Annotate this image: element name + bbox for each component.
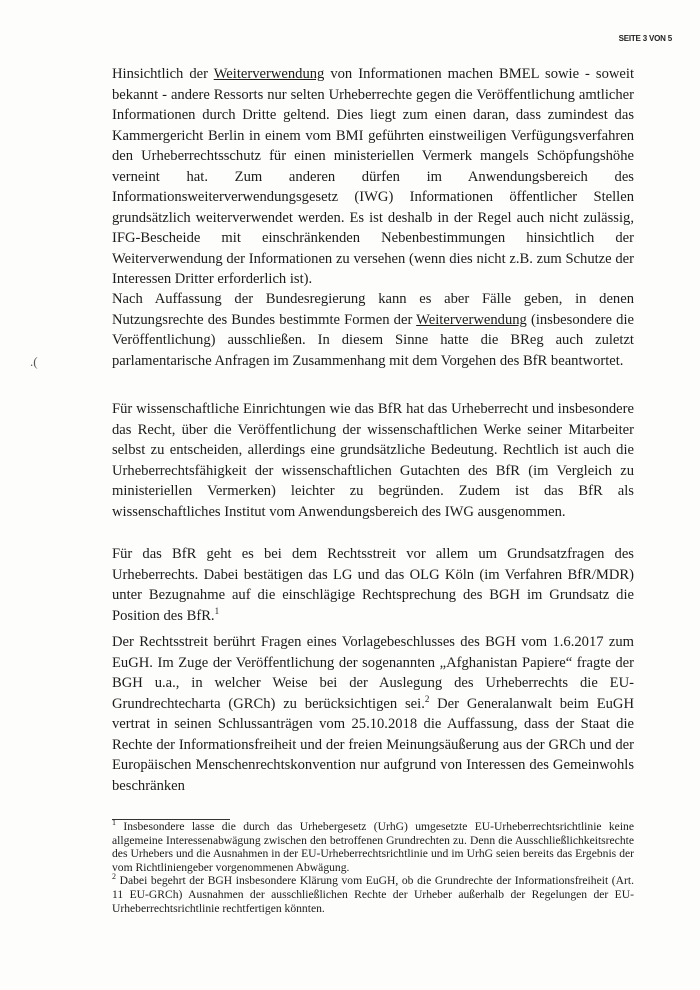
paragraph-text: Der Generalanwalt beim EuGH vertrat in seinen Schlussanträgen vom 25.10.2018 die Auffassung, dass der Staat die Rechte der Informationsfreiheit und der freien Meinungsäußerung aus der GRCh und der Europäischen Menschenrechtskonvention nur aufgrund von Interessen des Gemeinwohls beschränken xyxy=(112,695,634,794)
footnote-text: Insbesondere lasse die durch das Urhebergesetz (UrhG) umgesetzte EU-Urheberrechtsrichtlinie keine allgemeine Interessenabwägung zwischen den betroffenen Grundrechten zu. Denn die Ausschließlichkeitsrechte des Urhebers und die Ausnahmen in der EU-Urheberrechtsrichtlinie und im UrhG seien bereits das Ergebnis der vom Richtliniengeber vorgenommenen Abwägung. xyxy=(112,820,634,874)
footnote-text: Dabei begehrt der BGH insbesondere Klärung vom EuGH, ob die Grundrechte der Informationsfreiheit (Art. 11 EU-GRCh) Ausnahmen der ausschließlichen Rechte der Urheber außerhalb der Regelungen der EU-Urheberrechtsrichtlinie rechtfertigen könnten. xyxy=(112,874,634,915)
footnotes xyxy=(112,820,634,915)
footnote-reference: 1 xyxy=(214,605,220,616)
paragraph-text: Hinsichtlich der xyxy=(112,66,214,82)
footnote-1 xyxy=(112,820,634,874)
footnote-reference: 2 xyxy=(424,693,430,704)
paragraph-text: Der Rechtsstreit berührt Fragen eines Vorlagebeschlusses des BGH vom 1.6.2017 zum EuGH. Im Zuge der Veröffentlichung der sogenannten „Afghanistan Papiere“ fragte der BGH u.a., in welcher Weise bei der Auslegung des Urheberrechts die EU-Grundrechtecharta (GRCh) zu berücksichtigen sei. xyxy=(112,634,634,712)
paragraph-text: von Informationen machen BMEL sowie - soweit bekannt - andere Ressorts nur selten Urheberrechte gegen die Veröffentlichung amtlicher Informationen durch Dritte geltend. Dies liegt zum einen daran, dass zumindest das Kammergericht Berlin in einem vom BMI geführten einstweiligen Verfügungsverfahren den Urheberrechtsschutz für einen ministeriellen Vermerk mangels Schöpfungshöhe verneint hat. Zum anderen dürfen im Anwendungsbereich des Informationsweiterverwendungsgesetz (IWG) Informationen öffentlicher Stellen grundsätzlich weiterverwendet werden. Es ist deshalb in der Regel auch nicht zulässig, IFG-Bescheide mit einschränkenden Nebenbestimmungen hinsichtlich der Weiterverwendung der Informationen zu versehen (wenn dies nicht z.B. zum Schutze der Interessen Dritter erforderlich ist). xyxy=(112,66,634,287)
footnote-number: 1 xyxy=(112,818,116,828)
paragraph-weiterverwendung xyxy=(112,64,634,290)
paragraph-bundesregierung xyxy=(112,289,634,371)
margin-annotation: .( xyxy=(30,354,38,369)
paragraph-vorlagebeschluss xyxy=(112,632,634,796)
underlined-term: Weiterverwendung xyxy=(416,311,527,328)
page-number: SEITE 3 VON 5 xyxy=(618,34,672,43)
paragraph-rechtsstreit-grundsatz xyxy=(112,544,634,626)
paragraph-text: (insbesondere die Veröffentlichung) ausschließen. In diesem Sinne hatte die BReg auch zuletzt parlamentarische Anfragen im Zusammenhang mit dem Vorgehen des BfR beantwortet. xyxy=(112,311,634,369)
footnote-number: 2 xyxy=(112,872,116,882)
paragraph-text: Nach Auffassung der Bundesregierung kann es aber Fälle geben, in denen Nutzungsrechte des Bundes bestimmte Formen der xyxy=(112,291,634,328)
paragraph-wissenschaftliche-einrichtungen: Für wissenschaftliche Einrichtungen wie das BfR hat das Urheberrecht und insbesondere das Recht, über die Veröffentlichung der wissenschaftlichen Werke seiner Mitarbeiter selbst zu entscheiden, allerdings eine grundsätzliche Bedeutung. Rechtlich ist auch die Urheberrechtsfähigkeit der wissenschaftlichen Gutachten des BfR (im Vergleich zu ministeriellen Vermerken) leichter zu begründen. Zudem ist das BfR als wissenschaftliches Institut vom Anwendungsbereich des IWG ausgenommen. xyxy=(112,401,634,520)
paragraph-text: Für das BfR geht es bei dem Rechtsstreit vor allem um Grundsatzfragen des Urheberrechts. Dabei bestätigen das LG und das OLG Köln (im Verfahren BfR/MDR) unter Bezugnahme auf die einschlägige Rechtsprechung des BGH im Grundsatz die Position des BfR. xyxy=(112,546,634,624)
underlined-term: Weiterverwendung xyxy=(213,66,325,82)
footnote-2 xyxy=(112,874,634,915)
